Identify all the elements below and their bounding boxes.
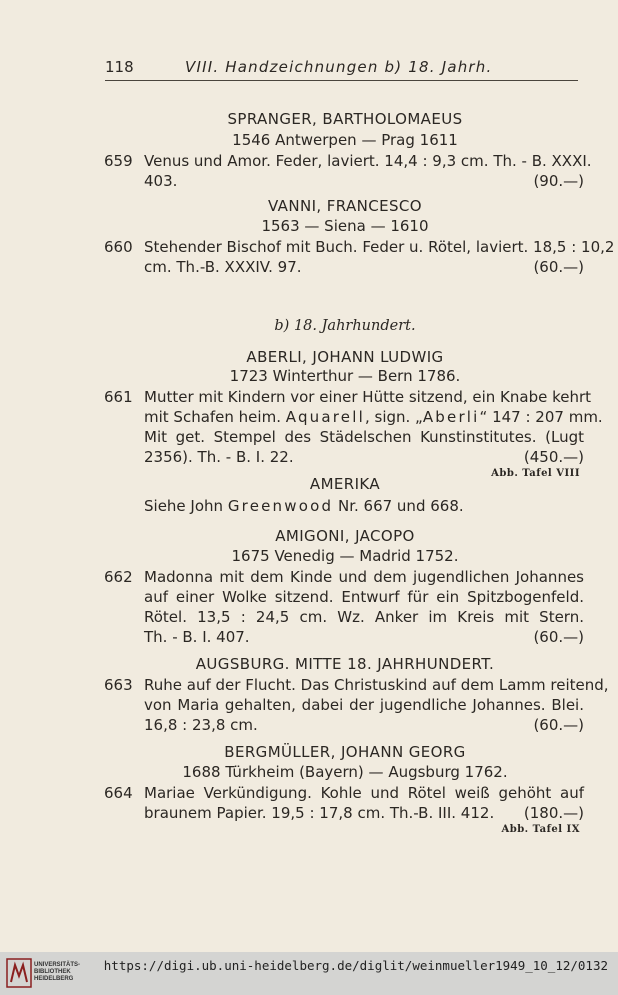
lot-description-line: auf einer Wolke sitzend. Entwurf für ein Spitzbogenfeld. — [144, 588, 584, 606]
plate-reference: Abb. Tafel IX — [501, 824, 580, 835]
lot-description-line: Venus und Amor. Feder, laviert. 14,4 : 9,3 cm. Th. - B. XXXI. — [144, 152, 592, 170]
lot-description-line: 16,8 : 23,8 cm. — [144, 716, 258, 734]
running-title: VIII. Handzeichnungen b) 18. Jahrh. — [185, 58, 493, 76]
lot-description-line: Ruhe auf der Flucht. Das Christuskind auf dem Lamm reitend, — [144, 676, 609, 694]
lot-description-line: Mariae Verkündigung. Kohle und Rötel weiß gehöht auf — [144, 784, 584, 802]
signature-spaced: Aberli — [422, 408, 480, 426]
lot-description-line: Rötel. 13,5 : 24,5 cm. Wz. Anker im Kreis mit Stern. — [144, 608, 584, 626]
text-fragment: “ 147 : 207 mm. — [479, 408, 603, 426]
lot-price: (60.—) — [533, 716, 584, 734]
artist-dates: 1723 Winterthur — Bern 1786. — [229, 367, 461, 385]
library-logo-icon — [6, 958, 32, 988]
page-number: 118 — [105, 58, 134, 76]
lot-description-line — [144, 408, 603, 426]
header-rule — [105, 80, 578, 81]
text-fragment: , sign. „ — [364, 408, 423, 426]
lot-number: 662 — [104, 568, 133, 586]
lot-price: (90.—) — [533, 172, 584, 190]
lot-price: (450.—) — [523, 448, 584, 466]
lot-number: 663 — [104, 676, 133, 694]
text-fragment: mit Schafen heim. — [144, 408, 281, 426]
lot-number: 660 — [104, 238, 133, 256]
lot-description-line: 2356). Th. - B. I. 22. — [144, 448, 294, 466]
lot-description-line: Th. - B. I. 407. — [144, 628, 250, 646]
text-fragment: Nr. 667 und 668. — [337, 497, 464, 515]
lot-description-line: braunem Papier. 19,5 : 17,8 cm. Th.-B. III. 412. — [144, 804, 495, 822]
artist-dates: 1675 Venedig — Madrid 1752. — [231, 547, 459, 565]
library-name — [34, 962, 80, 983]
artist-name: SPRANGER, BARTHOLOMAEUS — [227, 110, 463, 128]
artist-name: ABERLI, JOHANN LUDWIG — [246, 348, 444, 366]
artist-spaced: Greenwood — [227, 497, 334, 515]
library-name-line: HEIDELBERG — [34, 976, 74, 982]
lot-price: (60.—) — [533, 628, 584, 646]
artist-name: VANNI, FRANCESCO — [267, 197, 423, 215]
lot-number: 659 — [104, 152, 133, 170]
artist-name: AMERIKA — [309, 475, 381, 493]
technique-spaced: Aquarell — [285, 408, 365, 426]
permalink[interactable]: https://digi.ub.uni-heidelberg.de/diglit/weinmueller1949_10_12/0132 — [103, 958, 608, 973]
lot-number: 664 — [104, 784, 133, 802]
artist-name: AMIGONI, JACOPO — [275, 527, 415, 545]
lot-price: (180.—) — [523, 804, 584, 822]
lot-description-line: Madonna mit dem Kinde und dem jugendlichen Johannes — [144, 568, 584, 586]
lot-description-line: Mutter mit Kindern vor einer Hütte sitzend, ein Knabe kehrt — [144, 388, 592, 406]
lot-description-line: Mit get. Stempel des Städelschen Kunstinstitutes. (Lugt — [144, 428, 584, 446]
artist-dates: 1688 Türkheim (Bayern) — Augsburg 1762. — [182, 763, 508, 781]
lot-price: (60.—) — [533, 258, 584, 276]
artist-dates: 1546 Antwerpen — Prag 1611 — [232, 131, 458, 149]
library-name-line: UNIVERSITÄTS- — [34, 962, 81, 968]
library-name-line: BIBLIOTHEK — [34, 969, 71, 975]
section-heading: b) 18. Jahrhundert. — [274, 318, 416, 334]
viewer-footer — [0, 952, 618, 995]
lot-description-line: von Maria gehalten, dabei der jugendliche Johannes. Blei. — [144, 696, 584, 714]
artist-name: AUGSBURG. MITTE 18. JAHRHUNDERT. — [195, 655, 495, 673]
lot-description-line: cm. Th.-B. XXXIV. 97. — [144, 258, 302, 276]
artist-name: BERGMÜLLER, JOHANN GEORG — [224, 743, 466, 761]
lot-description-line: Stehender Bischof mit Buch. Feder u. Rötel, laviert. 18,5 : 10,2 — [144, 238, 615, 256]
text-fragment: Siehe John — [144, 497, 224, 515]
lot-description-line: 403. — [144, 172, 178, 190]
artist-dates: 1563 — Siena — 1610 — [261, 217, 429, 235]
plate-reference: Abb. Tafel VIII — [491, 468, 580, 479]
cross-reference — [144, 497, 584, 515]
lot-number: 661 — [104, 388, 133, 406]
